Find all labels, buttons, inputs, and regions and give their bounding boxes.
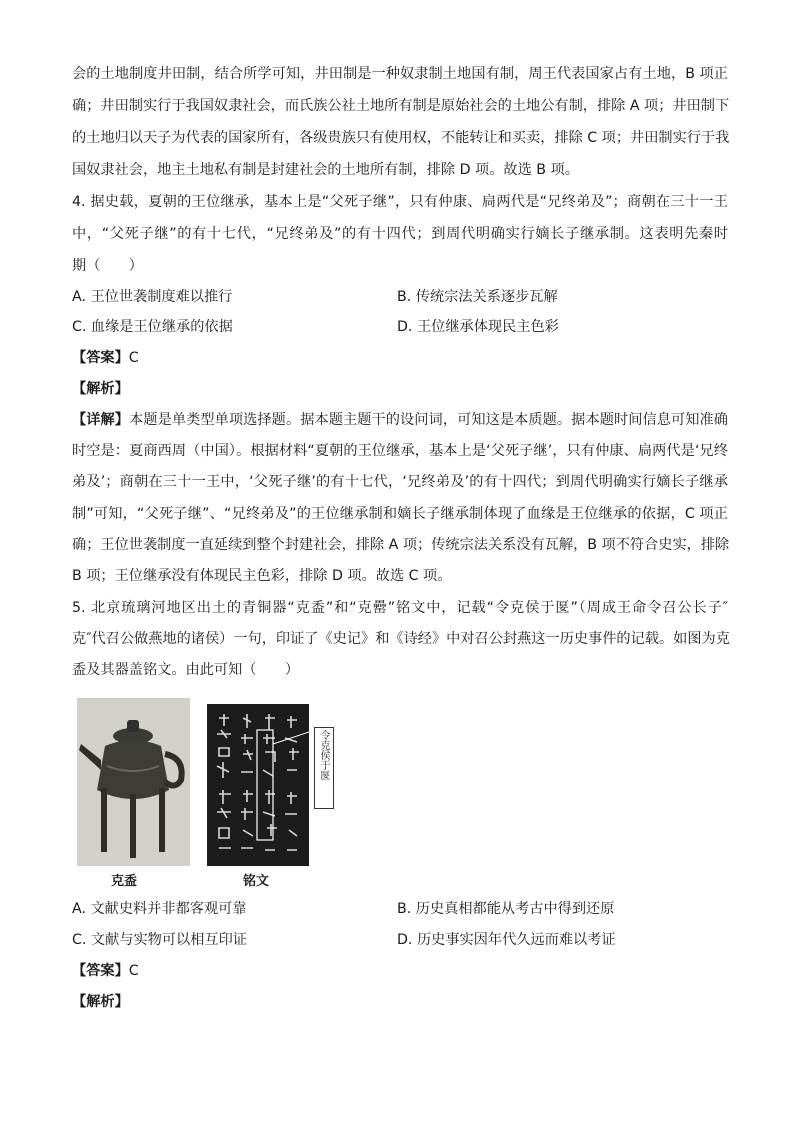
question-4-stem: 中，“父死子继”的有十七代，“兄终弟及”的有十四代；到周代明确实行嫡长子继承制。这表明先秦时 bbox=[72, 226, 728, 242]
text-line: 确；井田制实行于我国奴隶社会，而氏族公社土地所有制是原始社会的土地公有制，排除 A 项；井田制下 bbox=[72, 98, 730, 114]
question-5-stem: 克″代召公做燕地的诸侯）一句，印证了《史记》和《诗经》中对召公封燕这一历史事件的记载。如图为克 bbox=[72, 631, 730, 647]
answer-value: C bbox=[128, 350, 139, 366]
analysis-tag-text: 【解析】 bbox=[72, 994, 129, 1010]
detail-line: 确；王位世袭制度一直延续到整个封建社会，排除 A 项；传统宗法关系没有瓦解，B 项不符合史实，排除 bbox=[72, 537, 730, 553]
option-c: C. 文献与实物可以相互印证 bbox=[72, 932, 247, 948]
analysis-tag bbox=[72, 379, 129, 399]
detail-tag: 【详解】 bbox=[72, 412, 130, 428]
bronze-vessel-photo bbox=[77, 698, 190, 866]
inscription-icon bbox=[207, 704, 309, 866]
option-b: B. 历史真相都能从考古中得到还原 bbox=[397, 901, 615, 917]
bronze-vessel-icon bbox=[77, 698, 190, 866]
inscription-label-text: 令克侯于匽 bbox=[318, 730, 329, 780]
option-a: A. 王位世袭制度难以推行 bbox=[72, 289, 233, 305]
detail-line: 制”可知，“父死子继”、“兄终弟及”的王位继承制和嫡长子继承制体现了血缘是王位继承的依据，C 项正 bbox=[72, 506, 728, 522]
question-5-stem: 5. 北京琉璃河地区出土的青铜器“克盉”和“克罍”铭文中，记载“令克侯于匽”（周成王命令召公长子″ bbox=[72, 600, 728, 616]
question-4-stem: 4. 据史载，夏朝的王位继承，基本上是“父死子继”，只有仲康、扃两代是“兄终弟及”；商朝在三十一王 bbox=[72, 194, 728, 210]
detail-line bbox=[72, 410, 728, 430]
caption-vessel: 克盉 bbox=[111, 874, 138, 889]
inscription-label bbox=[314, 727, 334, 809]
option-d: D. 王位继承体现民主色彩 bbox=[397, 319, 559, 335]
option-c: C. 血缘是王位继承的依据 bbox=[72, 319, 233, 335]
detail-line: 时空是：夏商西周（中国）。根据材料“夏朝的王位继承，基本上是‘父死子继’，只有仲康、扃两代是‘兄终 bbox=[72, 443, 728, 459]
option-d: D. 历史事实因年代久远而难以考证 bbox=[397, 932, 616, 948]
answer-tag: 【答案】 bbox=[72, 350, 129, 366]
bronze-figure bbox=[77, 698, 337, 888]
answer-line bbox=[72, 961, 139, 981]
option-a: A. 文献史料并非都客观可靠 bbox=[72, 901, 247, 917]
question-4-stem: 期（ ） bbox=[72, 258, 143, 274]
text-line: 会的土地制度井田制，结合所学可知，井田制是一种奴隶制土地国有制，周王代表国家占有土地，B 项正 bbox=[72, 66, 728, 82]
detail-text: 本题是单类型单项选择题。据本题主题干的设问词，可知这是本质题。据本题时间信息可知准确 bbox=[129, 412, 728, 428]
answer-tag: 【答案】 bbox=[72, 963, 129, 979]
text-line: 国奴隶社会，地主土地私有制是封建社会的土地所有制，排除 D 项。故选 B 项。 bbox=[72, 162, 579, 178]
text-line: 的土地归以天子为代表的国家所有，各级贵族只有使用权，不能转让和买卖，排除 C 项；井田制实行于我 bbox=[72, 130, 730, 146]
detail-line: B 项；王位继承没有体现民主色彩，排除 D 项。故选 C 项。 bbox=[72, 568, 452, 584]
caption-inscription: 铭文 bbox=[243, 874, 270, 889]
analysis-tag bbox=[72, 992, 129, 1012]
detail-line: 弟及’；商朝在三十一王中，‘父死子继’的有十七代，‘兄终弟及’的有十四代；到周代明确实行嫡长子继承 bbox=[72, 474, 728, 490]
analysis-tag-text: 【解析】 bbox=[72, 381, 129, 397]
option-b: B. 传统宗法关系逐步瓦解 bbox=[397, 289, 558, 305]
question-5-stem: 盉及其器盖铭文。由此可知（ ） bbox=[72, 662, 300, 678]
answer-value: C bbox=[128, 963, 139, 979]
inscription-rubbing bbox=[207, 704, 309, 866]
answer-line bbox=[72, 348, 139, 368]
